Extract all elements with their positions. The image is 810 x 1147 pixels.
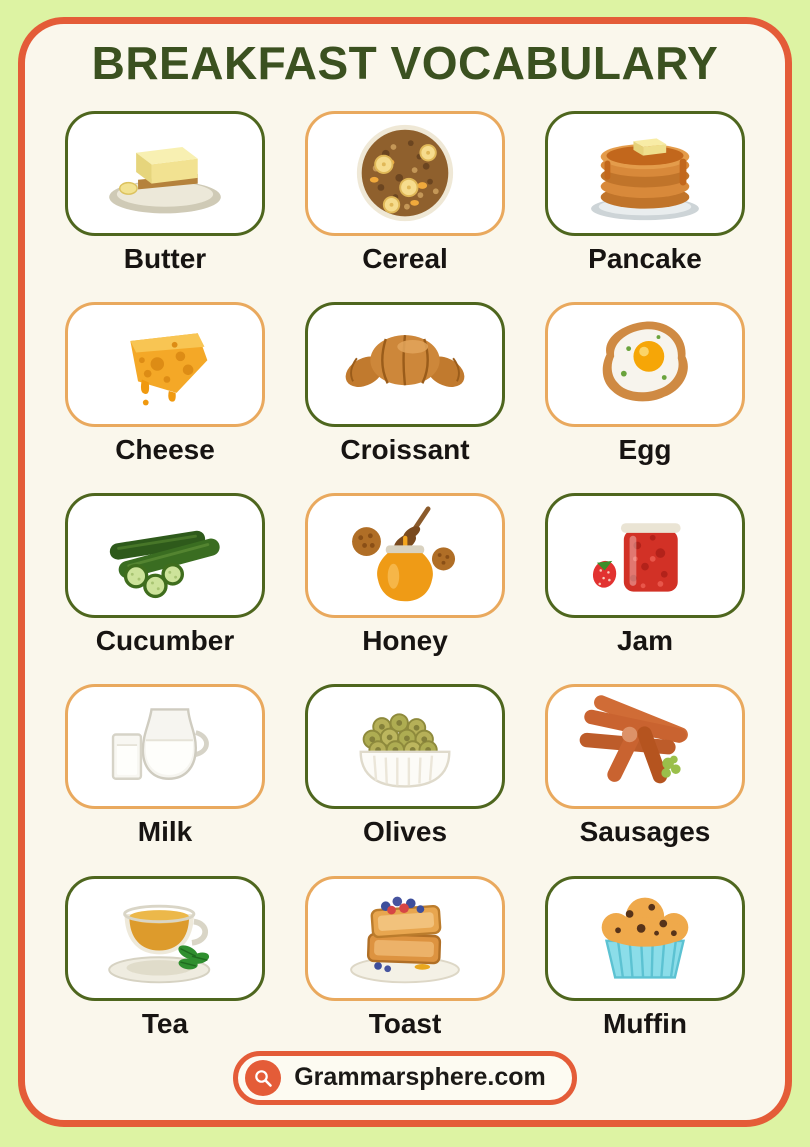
vocab-item-butter [65, 111, 265, 275]
label-cucumber: Cucumber [95, 625, 235, 657]
honey-image [328, 503, 482, 609]
vocab-item-toast [305, 876, 505, 1040]
vocab-item-honey [305, 493, 505, 657]
tile-milk [65, 684, 265, 809]
label-olives: Olives [362, 816, 448, 848]
milk-image [88, 694, 242, 800]
label-honey: Honey [362, 625, 448, 657]
toast-image [328, 885, 482, 991]
tile-pancake [545, 111, 745, 236]
tile-cucumber [65, 493, 265, 618]
tile-muffin [545, 876, 745, 1001]
label-croissant: Croissant [340, 434, 470, 466]
label-pancake: Pancake [588, 242, 702, 274]
site-badge[interactable] [233, 1051, 577, 1105]
tile-toast [305, 876, 505, 1001]
cucumber-image [88, 503, 242, 609]
label-sausages: Sausages [579, 816, 711, 848]
label-tea: Tea [141, 1007, 189, 1039]
vocab-item-tea [65, 876, 265, 1040]
vocab-item-sausages [545, 684, 745, 848]
tile-olives [305, 684, 505, 809]
vocab-item-jam [545, 493, 745, 657]
olives-image [328, 694, 482, 800]
pancake-image [568, 120, 722, 226]
vocab-item-egg [545, 302, 745, 466]
tile-tea [65, 876, 265, 1001]
label-toast: Toast [368, 1007, 442, 1039]
vocab-item-cheese [65, 302, 265, 466]
vocab-item-croissant [305, 302, 505, 466]
tea-image [88, 885, 242, 991]
vocab-item-pancake [545, 111, 745, 275]
label-cheese: Cheese [115, 434, 215, 466]
label-cereal: Cereal [362, 242, 448, 274]
poster-card [18, 17, 792, 1127]
label-egg: Egg [618, 434, 672, 466]
muffin-image [568, 885, 722, 991]
tile-egg [545, 302, 745, 427]
tile-cheese [65, 302, 265, 427]
tile-honey [305, 493, 505, 618]
page-title: BREAKFAST VOCABULARY [91, 37, 719, 89]
vocab-item-olives [305, 684, 505, 848]
tile-sausages [545, 684, 745, 809]
vocab-item-muffin [545, 876, 745, 1040]
label-butter: Butter [123, 242, 207, 274]
tile-butter [65, 111, 265, 236]
vocab-grid [65, 111, 745, 1040]
magnifier-icon [245, 1060, 281, 1096]
butter-image [88, 120, 242, 226]
vocab-item-milk [65, 684, 265, 848]
label-jam: Jam [616, 625, 674, 657]
label-milk: Milk [137, 816, 193, 848]
tile-jam [545, 493, 745, 618]
egg-image [568, 312, 722, 418]
tile-croissant [305, 302, 505, 427]
site-label: Grammarsphere.com [294, 1063, 546, 1092]
jam-image [568, 503, 722, 609]
vocab-item-cereal [305, 111, 505, 275]
tile-cereal [305, 111, 505, 236]
cheese-image [88, 312, 242, 418]
label-muffin: Muffin [603, 1007, 687, 1039]
cereal-image [328, 120, 482, 226]
croissant-image [328, 312, 482, 418]
vocab-item-cucumber [65, 493, 265, 657]
sausages-image [568, 694, 722, 800]
